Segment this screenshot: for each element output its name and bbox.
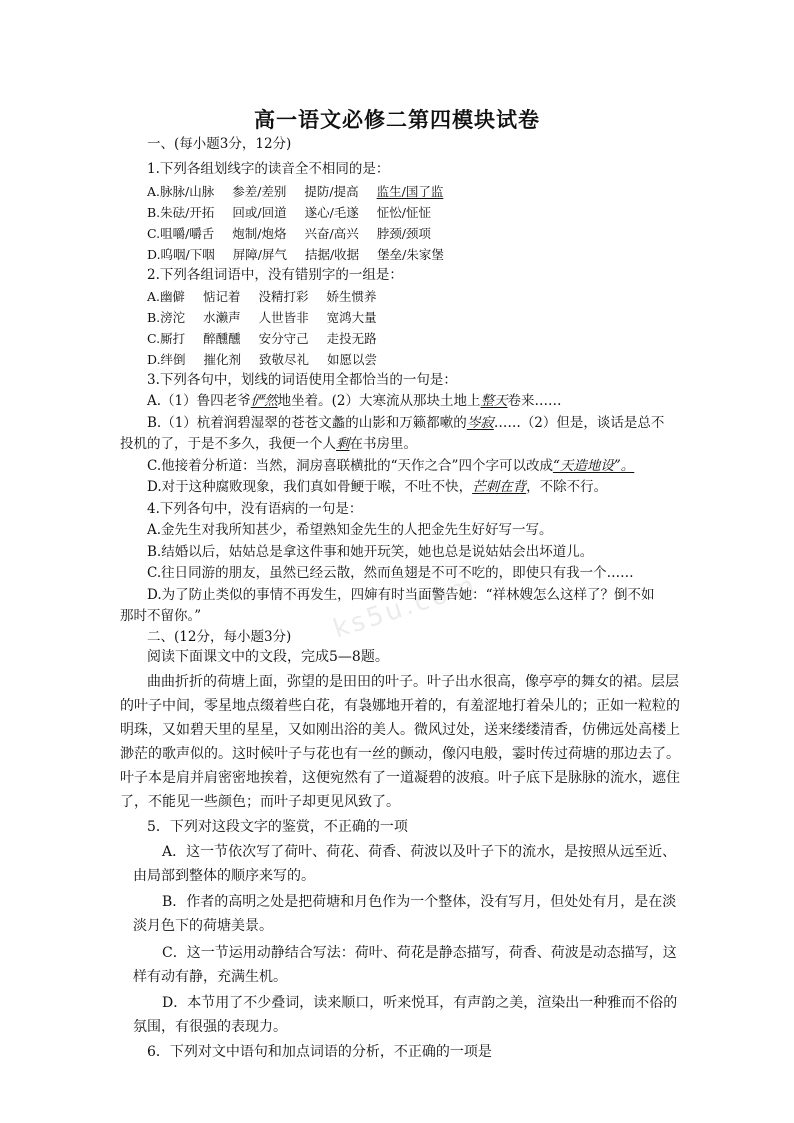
- q1-option-d: [147, 245, 444, 265]
- q3-option-c: [147, 456, 634, 476]
- q1-option-b: [147, 203, 431, 223]
- q1-b-3: 遂心/毛遂: [304, 205, 359, 220]
- q2-d-1: D.绊倒: [147, 352, 186, 367]
- q1-option-c: [147, 224, 431, 244]
- q2-option-c: [147, 329, 377, 349]
- q3-a-underlined-1: 俨然: [250, 393, 278, 409]
- q1-b-4: 怔忪/怔怔: [376, 205, 431, 220]
- q3-option-a: [147, 391, 562, 411]
- watermark: ks5u.com: [329, 569, 482, 645]
- q3-b-underlined-1: 岑寂: [466, 415, 494, 431]
- q4-option-b: B.结婚以后，姑姑总是拿这件事和她开玩笑，她也总是说姑姑会出坏道儿。: [147, 544, 594, 560]
- q3-a-text-2: 地坐着。(2）大寒流从那块土地上: [277, 393, 481, 409]
- q4-stem: 4.下列各句中，没有语病的一句是：: [147, 501, 363, 517]
- q1-c-3: 兴奋/高兴: [304, 226, 359, 241]
- q2-c-3: 安分守己: [258, 331, 309, 346]
- q1-d-4: 堡垒/朱家堡: [377, 247, 444, 262]
- q3-b-text-1: B.（1）杭着润碧湿翠的苍苍文蠡的山影和万籁都嗽的: [147, 415, 467, 431]
- q1-d-1: D.呜咽/下咽: [147, 247, 215, 262]
- q5-option-a-line-2: 由局部到整体的顺序来写的。: [133, 868, 315, 884]
- reading-intro: 阅读下面课文中的文段，完成5—8题。: [147, 649, 389, 665]
- passage-line: 的叶子中间，零星地点缀着些白花，有袅娜地开着的，有羞涩地打着朵儿的；正如一粒粒的: [120, 698, 680, 714]
- q4-option-c: C.往日同游的朋友，虽然已经云散，然而鱼翅是不可不吃的，即使只有我一个……: [147, 565, 634, 581]
- q2-option-a: [147, 287, 377, 307]
- q2-option-d: [147, 350, 377, 370]
- q1-stem: 1.下列各组划线字的读音全不相同的是：: [147, 161, 390, 177]
- q1-option-a: [147, 182, 443, 202]
- q2-a-1: A.幽僻: [147, 289, 186, 304]
- section-1-heading: 一、(每小题3分，12分): [147, 136, 292, 152]
- q3-b-text-4: 在书房里。: [349, 436, 417, 452]
- q2-b-3: 人世皆非: [258, 310, 309, 325]
- q5-option-a-line-1: A．这一节依次写了荷叶、荷花、荷香、荷波以及叶子下的流水，是按照从远至近、: [162, 844, 677, 860]
- q1-a-1: A.脉脉/山脉: [147, 184, 215, 199]
- q5-stem: 5．下列对这段文字的鉴赏，不正确的一项: [147, 819, 408, 835]
- q2-c-2: 醉醺醺: [203, 331, 241, 346]
- q2-a-2: 惦记着: [203, 289, 241, 304]
- q5-option-b-line-2: 淡月色下的荷塘美景。: [133, 918, 273, 934]
- q1-c-4: 脖颈/颈项: [376, 226, 431, 241]
- q5-option-b-line-1: B．作者的高明之处是把荷塘和月色作为一个整体，没有写月，但处处有月，是在淡: [162, 894, 677, 910]
- passage-line: 渺茫的歌声似的。这时候叶子与花也有一丝的颤动，像闪电般，霎时传过荷塘的那边去了。: [120, 746, 680, 762]
- q3-d-text-1: D.对于这种腐败现象，我们真如骨鲠于喉，不吐不快，: [147, 479, 473, 495]
- q2-a-3: 没精打彩: [258, 289, 309, 304]
- q3-d-underlined-1: 芒刺在背: [472, 479, 527, 495]
- q1-b-2: 回或/回道: [232, 205, 287, 220]
- q3-b-underlined-2: 剩: [336, 436, 350, 452]
- q2-stem: 2.下列各组词语中，没有错别字的一组是：: [147, 267, 403, 283]
- q2-d-4: 如愿以尝: [327, 352, 378, 367]
- q5-option-d-line-2: 氛围，有很强的表现力。: [133, 1019, 287, 1035]
- q3-b-text-2: ……（2）但是，谈话是总不: [493, 415, 665, 431]
- q4-option-a: A.金先生对我所知甚少，希望熟知金先生的人把金先生好好写一写。: [147, 522, 553, 538]
- q2-b-2: 水濑声: [203, 310, 241, 325]
- q1-a-4: 监生/国了监: [376, 184, 444, 199]
- q3-a-text-3: 卷来……: [507, 393, 562, 409]
- section-2-heading: 二、(12分，每小题3分): [147, 629, 292, 645]
- q1-c-2: 炮制/炮烙: [232, 226, 287, 241]
- q3-a-text-1: A.（1）鲁四老爷: [147, 393, 251, 409]
- q2-c-1: C.厮打: [147, 331, 186, 346]
- q2-d-2: 摧化剂: [203, 352, 242, 367]
- page-title: 高一语文必修二第四模块试卷: [254, 107, 540, 132]
- passage-line: 叶子本是肩并肩密密地挨着，这便宛然有了一道凝碧的波痕。叶子底下是脉脉的流水，遮住: [120, 770, 680, 786]
- q2-d-3: 致敬尽礼: [259, 352, 310, 367]
- q3-c-underlined-1: “天造地设”。: [552, 458, 635, 474]
- q2-option-b: [147, 308, 377, 328]
- q3-option-b-line-2: [120, 434, 417, 454]
- q2-b-1: B.滂沱: [147, 310, 186, 325]
- q4-option-d-line-2: 那时不留你。”: [120, 608, 202, 624]
- q3-b-text-3: 投机的了，于是不多久，我便一个人: [120, 436, 336, 452]
- q3-a-underlined-2: 整天: [480, 393, 508, 409]
- q3-option-d: [147, 477, 607, 497]
- q5-option-d-line-1: D．本节用了不少叠词，读来顺口，听来悦耳，有声韵之美，渲染出一种雅而不俗的: [162, 995, 678, 1011]
- q3-c-text-1: C.他接着分析道：当然，洞房喜联横批的“天作之合”四个字可以改成: [147, 458, 553, 474]
- q1-c-1: C.咀嚼/嚼舌: [147, 226, 215, 241]
- q5-option-c-line-1: C．这一节运用动静结合写法：荷叶、荷花是静态描写，荷香、荷波是动态描写，这: [162, 945, 677, 961]
- q2-b-4: 宽鸿大量: [326, 310, 377, 325]
- passage-line: 明珠，又如碧天里的星星，又如刚出浴的美人。微风过处，送来缕缕清香，仿佛远处高楼上: [120, 722, 680, 738]
- q4-option-d-line-1: D.为了防止类似的事情不再发生，四婶有时当面警告她：“祥林嫂怎么这样了？倒不如: [147, 587, 655, 603]
- q1-d-2: 屏障/屏气: [232, 247, 287, 262]
- q5-option-c-line-2: 样有动有静，充满生机。: [133, 969, 287, 985]
- q2-a-4: 娇生惯养: [326, 289, 377, 304]
- q3-stem: 3.下列各句中，划线的词语使用全都恰当的一句是：: [147, 372, 457, 388]
- q1-d-3: 拮据/收据: [304, 247, 360, 262]
- q3-option-b-line-1: [147, 413, 664, 433]
- q1-a-3: 提防/提高: [304, 184, 359, 199]
- q1-b-1: B.朱砝/开拓: [147, 205, 215, 220]
- q1-a-2: 参差/差别: [232, 184, 287, 199]
- q3-d-text-2: ，不除不行。: [526, 479, 608, 495]
- q6-stem: 6．下列对文中语句和加点词语的分析，不正确的一项是: [147, 1044, 492, 1060]
- passage-line: 曲曲折折的荷塘上面，弥望的是田田的叶子。叶子出水很高，像亭亭的舞女的裙。层层: [147, 674, 679, 690]
- passage-line: 了，不能见一些颜色；而叶子却更见风致了。: [120, 794, 400, 810]
- q2-c-4: 走投无路: [326, 331, 377, 346]
